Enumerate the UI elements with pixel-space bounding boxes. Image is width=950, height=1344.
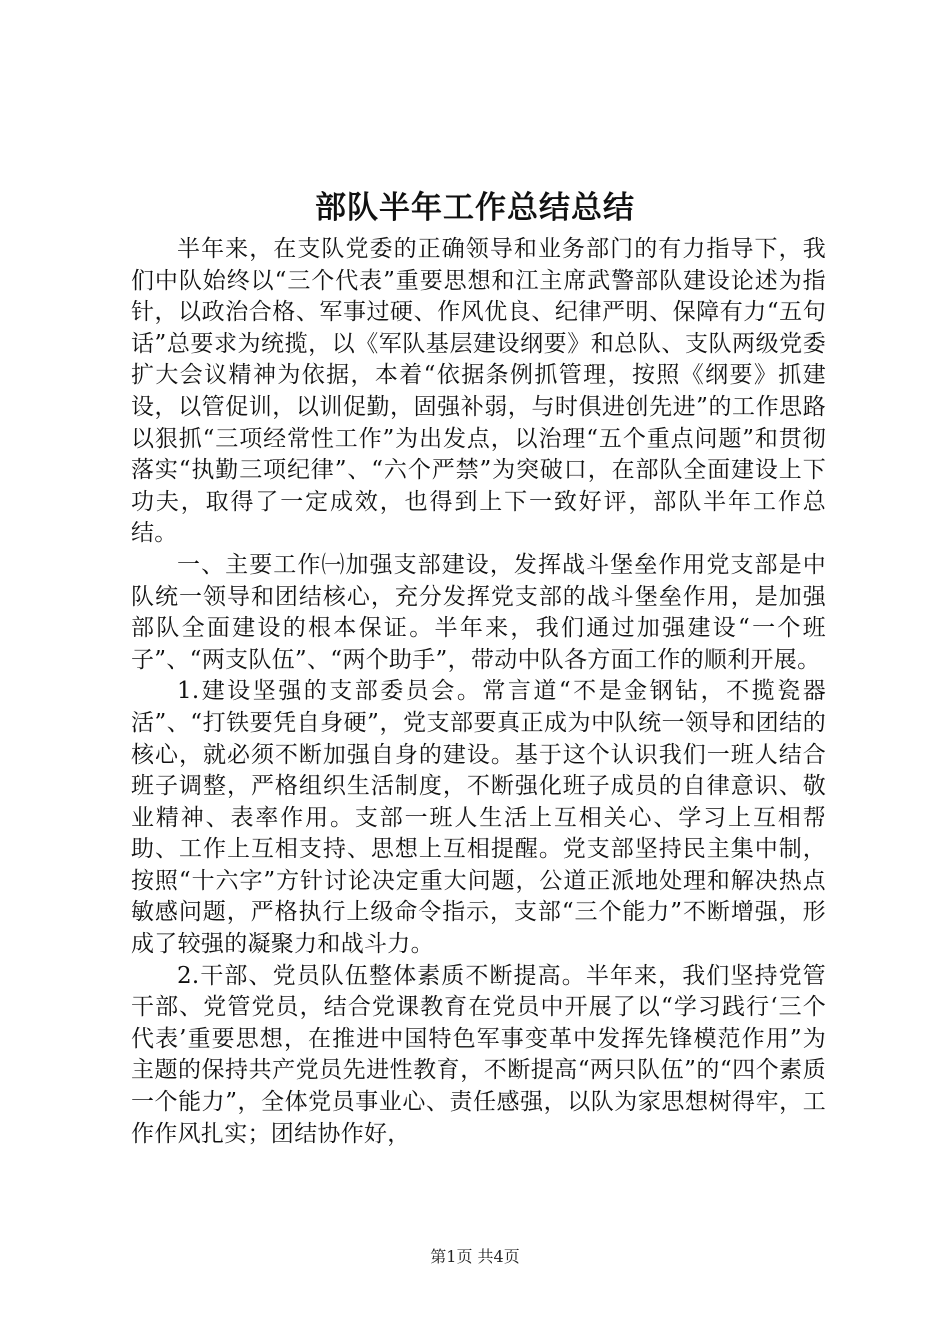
paragraph-point-1: 1.建设坚强的支部委员会。常言道“不是金钢钻，不揽瓷器活”、“打铁要凭自身硬”，党支部要真正成为中队统一领导和团结的核心，就必须不断加强自身的建设。基于这个认识我们一班人结合班子调整，严格组织生活制度，不断强化班子成员的自律意识、敬业精神、表率作用。支部一班人生活上互相关心、学习上互相帮助、工作上互相支持、思想上互相提醒。党支部坚持民主集中制，按照“十六字”方针讨论决定重大问题，公道正派地处理和解决热点敏感问题，严格执行上级命令指示，支部“三个能力”不断增强，形成了较强的凝聚力和战斗力。 [131,678,826,958]
page-footer: 第1页 共4页 [430,1247,520,1266]
document-body [131,234,826,1150]
paragraph-intro: 半年来，在支队党委的正确领导和业务部门的有力指导下，我们中队始终以“三个代表”重要思想和江主席武警部队建设论述为指针，以政治合格、军事过硬、作风优良、纪律严明、保障有力“五句话”总要求为统揽，以《军队基层建设纲要》和总队、支队两级党委扩大会议精神为依据，本着“依据条例抓管理，按照《纲要》抓建设，以管促训，以训促勤，固强补弱，与时俱进创先进”的工作思路以狠抓“三项经常性工作”为出发点，以治理“五个重点问题”和贯彻落实“执勤三项纪律”、“六个严禁”为突破口，在部队全面建设上下功夫，取得了一定成效，也得到上下一致好评，部队半年工作总结。 [131,236,826,547]
paragraph-point-2: 2.干部、党员队伍整体素质不断提高。半年来，我们坚持党管干部、党管党员，结合党课教育在党员中开展了以“学习践行‘三个代表’重要思想，在推进中国特色军事变革中发挥先锋模范作用”为主题的保持共产党员先进性教育，不断提高“两只队伍”的“四个素质一个能力”，全体党员事业心、责任感强，以队为家思想树得牢，工作作风扎实；团结协作好， [131,962,826,1147]
paragraph-main-work: 一、主要工作㈠加强支部建设，发挥战斗堡垒作用党支部是中队统一领导和团结核心，充分发挥党支部的战斗堡垒作用，是加强部队全面建设的根本保证。半年来，我们通过加强建设“一个班子”、“两支队伍”、“两个助手”，带动中队各方面工作的顺利开展。 [131,551,826,673]
document-title: 部队半年工作总结总结 [315,190,635,226]
